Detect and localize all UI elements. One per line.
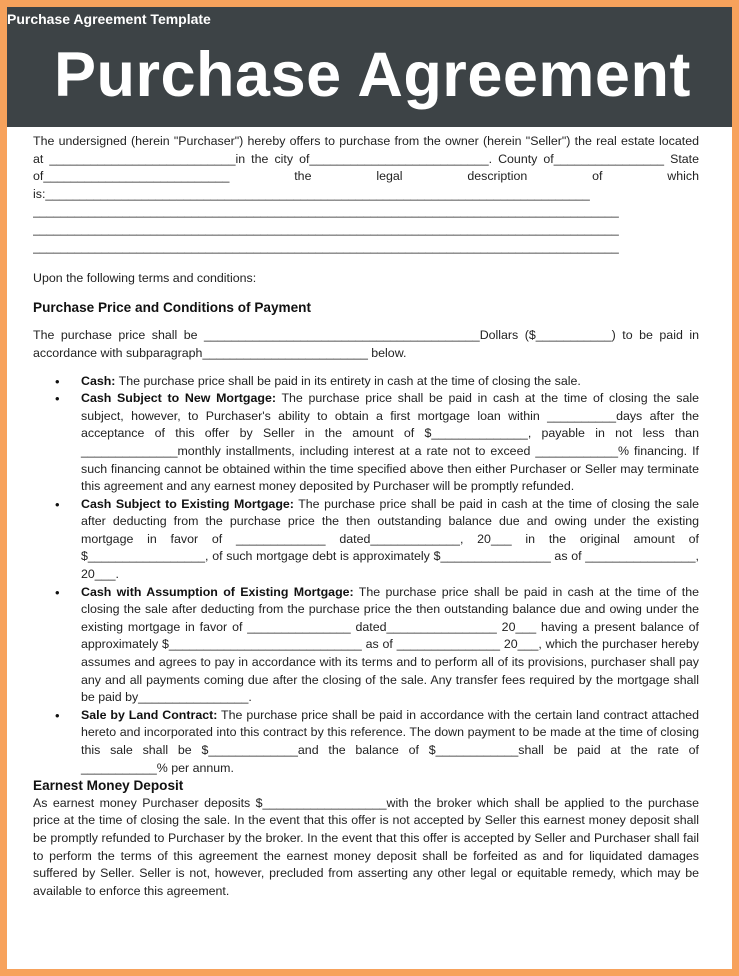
bullet-icon: • xyxy=(55,496,60,512)
list-item xyxy=(55,584,699,707)
earnest-paragraph: As earnest money Purchaser deposits $__________________with the broker which shall be applied to the purchase price at the time of closing the sale. In the event that this offer is not accepted by Seller this earnest money deposit shall be promptly refunded to Purchaser by the broker. In the event that this offer is accepted by Seller and Purchaser shall fail to perform the terms of this agreement the earnest money deposit shall be forfeited as and for liquidated damages suffered by Seller. Seller is not, however, precluded from asserting any other legal or equitable remedy, which may be available to enforce this agreement. xyxy=(33,795,699,898)
list-item xyxy=(55,390,699,496)
blank-line: _____________________________________________________________________________________ xyxy=(33,239,619,254)
bullet-icon: • xyxy=(55,373,60,389)
page-title: Purchase Agreement xyxy=(54,40,691,110)
template-label: Purchase Agreement Template xyxy=(7,11,211,27)
term-name: Sale by Land Contract: xyxy=(81,707,218,722)
term-text: The purchase price shall be paid in cash at the time of the closing the sale after deducting from the purchase price the then outstanding balance due and owing under the existing mortgage in favor of _______________ dated________________ 20___ having a present balance of approximately $____________________________ as of _______________ 20___, which the purchaser hereby assumes and agrees to pay in accordance with its terms and to perform all of its provisions, purchaser shall pay any and all payments coming due after the closing of the sale. Any transfer fees required by the mortgage shall be paid by________________. xyxy=(81,584,699,705)
price-paragraph: The purchase price shall be ________________________________________Dollars ($___________) to be paid in accordance with subparagraph________________________ below. xyxy=(33,328,699,360)
document-frame xyxy=(7,7,732,969)
term-text: The purchase price shall be paid in its entirety in cash at the time of closing the sale. xyxy=(115,373,581,388)
list-item xyxy=(55,707,699,777)
term-text: The purchase price shall be paid in cash at the time of closing the sale subject, however, to Purchaser's ability to obtain a first mortgage loan within __________days after the acceptance of this offer by Seller in the amount of $______________, payable in not less than ______________monthly installments, including interest at a rate not to exceed ____________% financing. If such financing cannot be obtained within the time specified above then either Purchaser or Seller may terminate this agreement and any earnest money deposited by Purchaser will be promptly refunded. xyxy=(81,391,699,494)
blank-line: _____________________________________________________________________________________ xyxy=(33,204,619,219)
bullet-icon: • xyxy=(55,707,60,723)
term-text: The purchase price shall be paid in cash at the time of closing the sale after deducting from the purchase price the then outstanding balance due and owing under the existing mortgage in favor of _____________ dated_____________, 20___ in the original amount of $_________________, of such mortgage debt is approximately $________________ as of ________________, 20___. xyxy=(81,496,699,582)
term-text: The purchase price shall be paid in accordance with the certain land contract attached hereto and incorporated into this contract by this reference. The down payment to be made at the time of closing this sale shall be $_____________and the balance of $____________shall be paid at the rate of ___________% per annum. xyxy=(81,707,699,775)
earnest-section-heading: Earnest Money Deposit xyxy=(33,778,184,794)
payment-terms-list xyxy=(55,373,699,778)
intro-paragraph: The undersigned (herein "Purchaser") hereby offers to purchase from the owner (herein "Seller") the real estate located at ___________________________in the city of__________________________. County of________________ State of___________________________ the legal description of which is:_______________________________________________________________________________ xyxy=(33,134,699,201)
term-name: Cash Subject to New Mortgage: xyxy=(81,391,276,406)
list-item xyxy=(55,496,699,584)
term-name: Cash: xyxy=(81,373,116,388)
blank-line: _____________________________________________________________________________________ xyxy=(33,221,619,236)
term-name: Cash Subject to Existing Mortgage: xyxy=(81,496,294,511)
price-section-heading: Purchase Price and Conditions of Payment xyxy=(33,299,311,315)
document-body xyxy=(33,133,699,900)
term-name: Cash with Assumption of Existing Mortgage: xyxy=(81,584,354,599)
list-item xyxy=(55,373,699,391)
title-banner xyxy=(7,7,732,127)
bullet-icon: • xyxy=(55,391,60,407)
bullet-icon: • xyxy=(55,584,60,600)
terms-lead: Upon the following terms and conditions: xyxy=(33,271,257,286)
